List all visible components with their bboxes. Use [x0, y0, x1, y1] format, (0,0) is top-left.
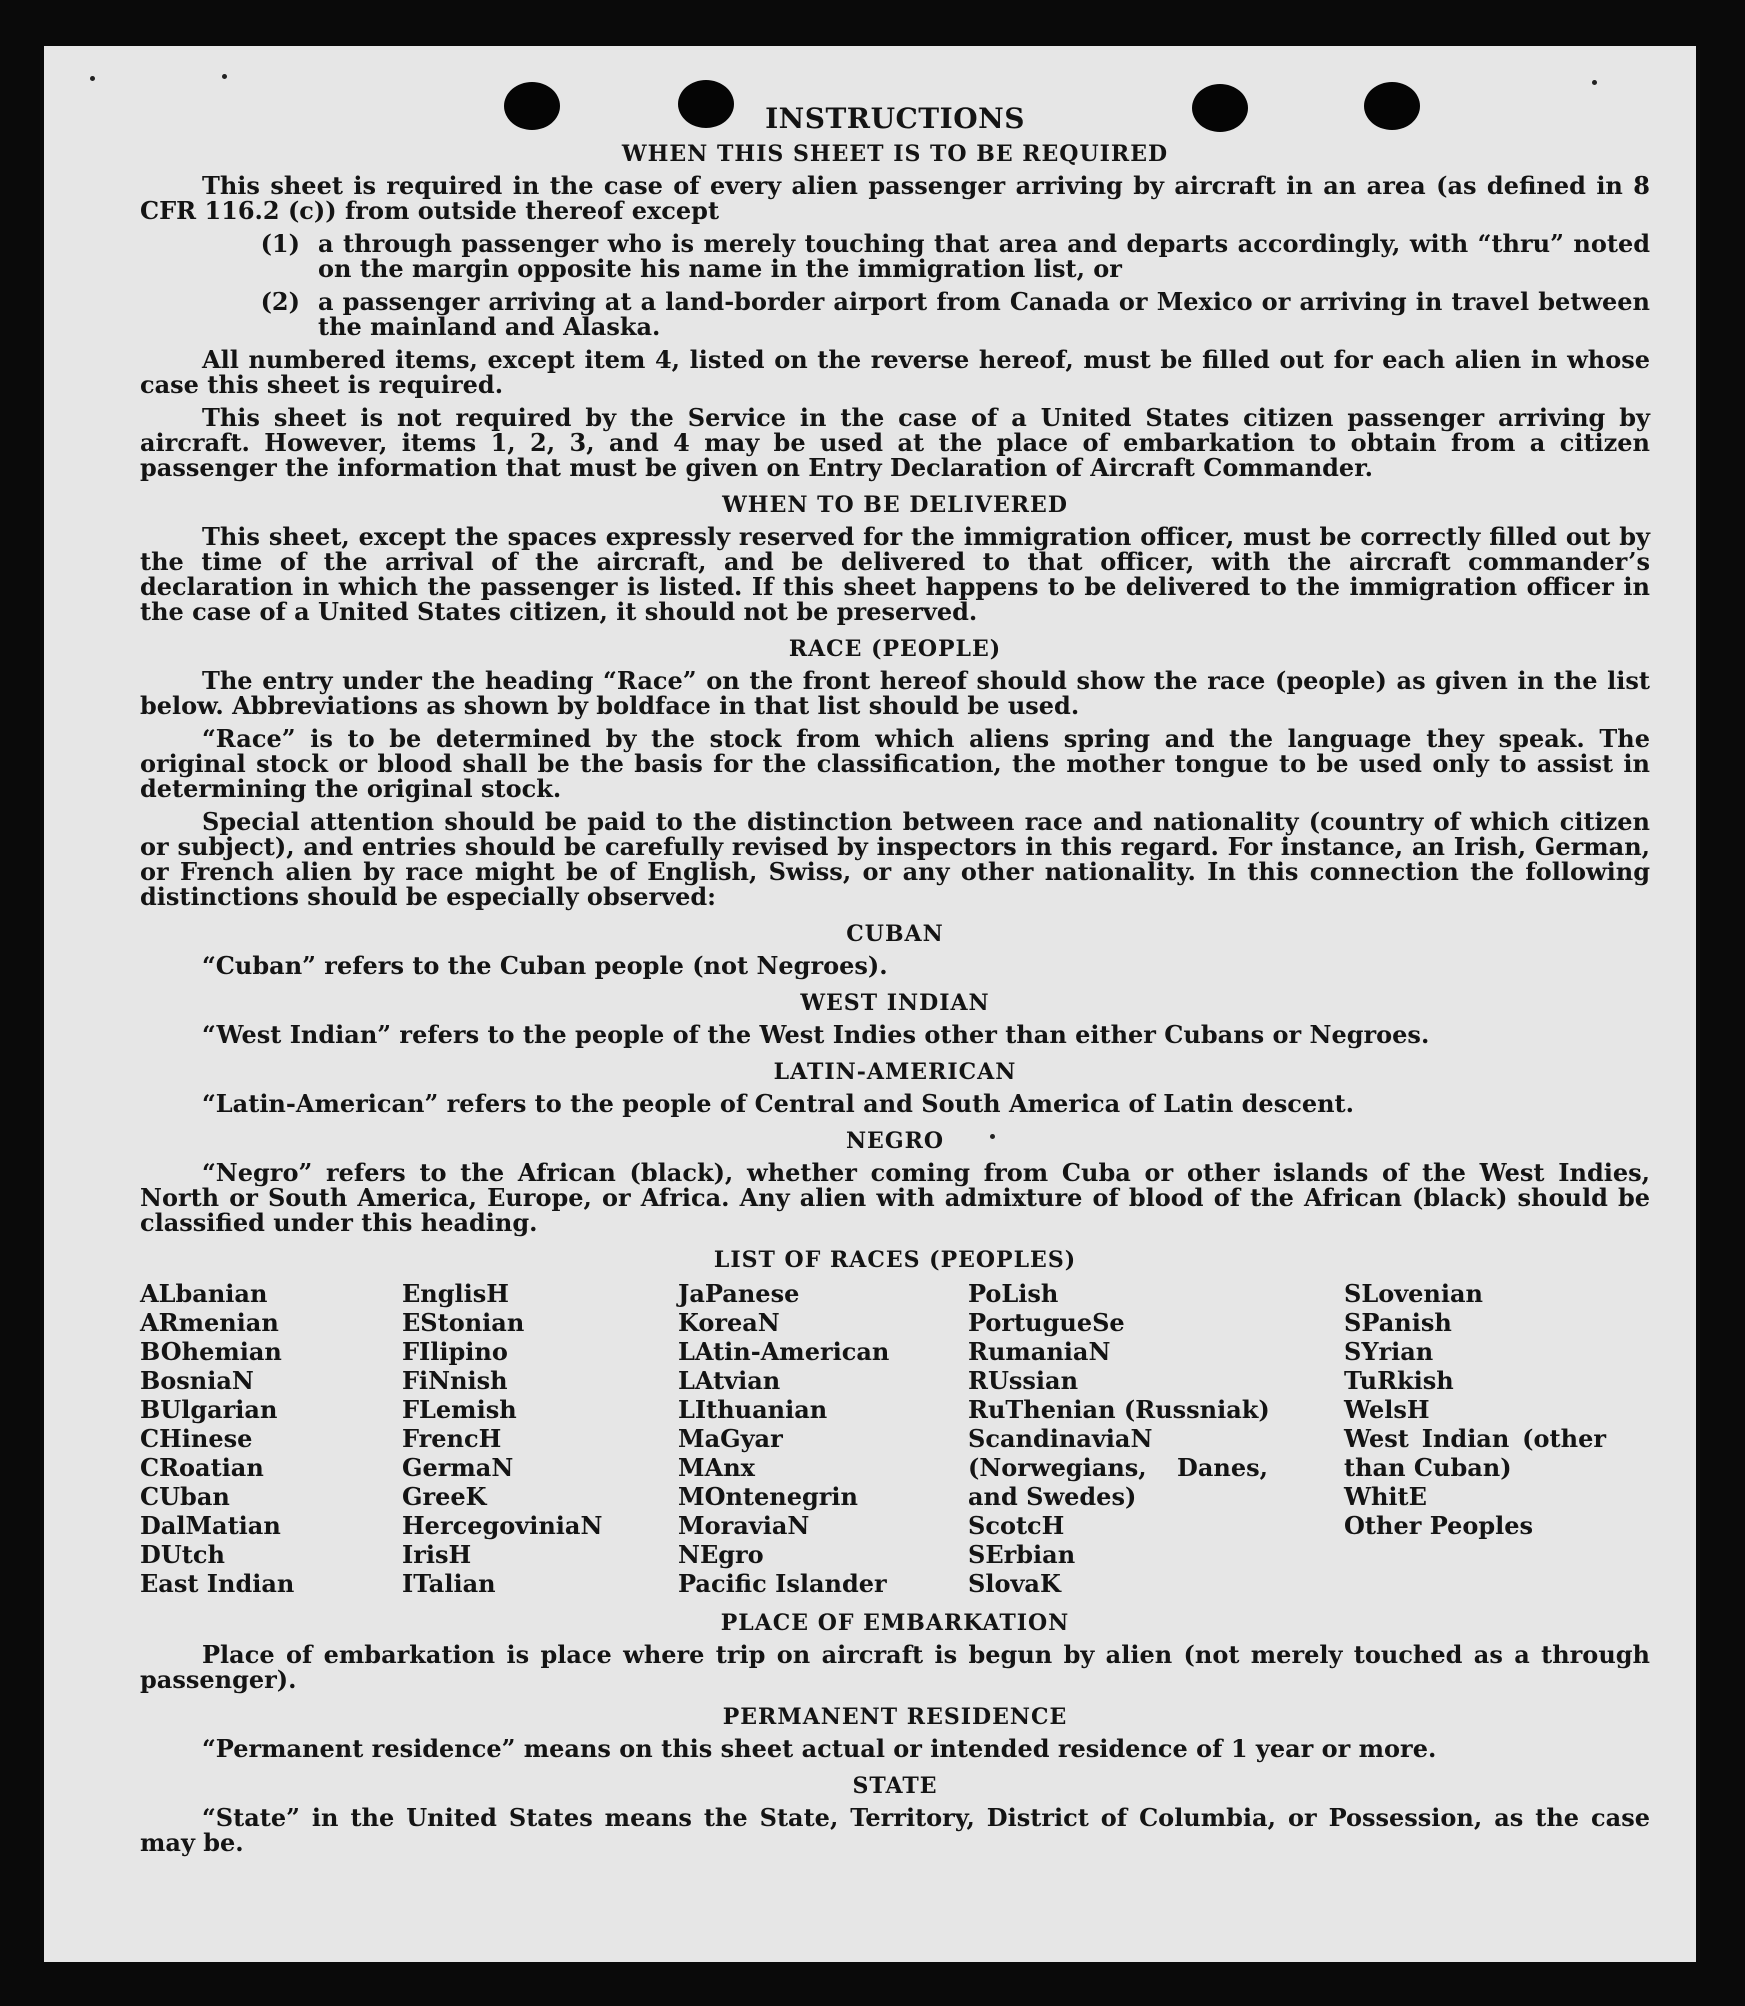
heading-latin-american: LATIN-AMERICAN	[773, 1059, 1017, 1085]
race-item: ALbanian	[140, 1279, 268, 1308]
race-item: ITalian	[402, 1569, 496, 1598]
race-item: SPanish	[1344, 1308, 1452, 1337]
race-item: CRoatian	[140, 1453, 264, 1482]
race-item: KoreaN	[678, 1308, 780, 1337]
residence-text: “Permanent residence” means on this sheet actual or intended residence of 1 year or more.	[202, 1734, 1437, 1763]
race-item: BUlgarian	[140, 1395, 278, 1424]
race-item: DalMatian	[140, 1511, 281, 1540]
races-column	[140, 1279, 402, 1598]
west-indian-text: “West Indian” refers to the people of the West Indies other than either Cubans or Negroes.	[202, 1020, 1430, 1049]
heading-required: WHEN THIS SHEET IS TO BE REQUIRED	[621, 141, 1169, 167]
race-item: PoLish	[968, 1279, 1059, 1308]
race-item: CHinese	[140, 1424, 253, 1453]
race-para-3: Special attention should be paid to the distinction between race and nationality (country of which citizen or subject), and entries should be carefully revised by inspectors in this regard. For instance, an Irish, German, or French alien by race might be of English, Swiss, or any other nationality. In this connection the following distinctions should be especially observed:	[140, 807, 1650, 911]
required-para-3: This sheet is not required by the Service in the case of a United States citizen passenger arriving by aircraft. However, items 1, 2, 3, and 4 may be used at the place of embarkation to obtain from a citizen passenger the information that must be given on Entry Declaration of Aircraft Commander.	[140, 403, 1650, 482]
state-text: “State” in the United States means the State, Territory, District of Columbia, or Possession, as the case may be.	[140, 1803, 1650, 1857]
race-item: RuThenian (Russniak)	[968, 1395, 1270, 1424]
race-item: RumaniaN	[968, 1337, 1111, 1366]
race-item: ScandinaviaN (Norwegians, Danes, and Swedes)	[968, 1424, 1268, 1511]
race-item: TuRkish	[1344, 1366, 1454, 1395]
races-column	[678, 1279, 968, 1598]
exception-item: (1) a through passenger who is merely touching that area and departs accordingly, with “thru” noted on the margin opposite his name in the immigration list, or	[260, 229, 1650, 283]
latin-american-text: “Latin-American” refers to the people of Central and South America of Latin descent.	[202, 1089, 1354, 1118]
speck	[222, 74, 227, 79]
heading-embarkation: PLACE OF EMBARKATION	[720, 1610, 1070, 1636]
negro-text: “Negro” refers to the African (black), whether coming from Cuba or other islands of the West Indies, North or South America, Europe, or Africa. Any alien with admixture of blood of the African (black) should be classified under this heading.	[140, 1158, 1650, 1237]
races-column	[402, 1279, 678, 1598]
heading-negro: NEGRO	[845, 1128, 945, 1154]
race-item: GreeK	[402, 1482, 487, 1511]
document-sheet	[44, 46, 1696, 1962]
race-item: WhitE	[1344, 1482, 1427, 1511]
race-item: IrisH	[402, 1540, 472, 1569]
race-item: MoraviaN	[678, 1511, 810, 1540]
required-para-2: All numbered items, except item 4, listed on the reverse hereof, must be filled out for each alien in whose case this sheet is required.	[140, 345, 1650, 399]
race-item: MaGyar	[678, 1424, 783, 1453]
heading-state: STATE	[852, 1773, 938, 1799]
delivered-text: This sheet, except the spaces expressly reserved for the immigration officer, must be correctly filled out by the time of the arrival of the aircraft, and be delivered to that officer, with the aircraft commander’s declaration in which the passenger is listed. If this sheet happens to be delivered to the immigration officer in the case of a United States citizen, it should not be preserved.	[140, 522, 1650, 626]
required-intro: This sheet is required in the case of every alien passenger arriving by aircraft in an area (as defined in 8 CFR 116.2 (c)) from outside thereof except	[140, 171, 1650, 225]
race-item: DUtch	[140, 1540, 225, 1569]
race-item: FiNnish	[402, 1366, 508, 1395]
race-item: SlovaK	[968, 1569, 1061, 1598]
race-item: West Indian (other than Cuban)	[1344, 1424, 1606, 1482]
heading-race: RACE (PEOPLE)	[788, 636, 1002, 662]
heading-residence: PERMANENT RESIDENCE	[722, 1704, 1068, 1730]
race-item: LAtvian	[678, 1366, 781, 1395]
race-item: GermaN	[402, 1453, 514, 1482]
race-item: BOhemian	[140, 1337, 282, 1366]
race-item: SYrian	[1344, 1337, 1434, 1366]
race-item: PortugueSe	[968, 1308, 1125, 1337]
speck	[90, 76, 95, 81]
race-item: FLemish	[402, 1395, 517, 1424]
race-item: EnglisH	[402, 1279, 509, 1308]
exception-list	[140, 231, 1650, 339]
race-item: HercegoviniaN	[402, 1511, 603, 1540]
race-item: RUssian	[968, 1366, 1079, 1395]
race-item: MOntenegrin	[678, 1482, 858, 1511]
heading-list-of-races: LIST OF RACES (PEOPLES)	[713, 1247, 1077, 1273]
race-item: WelsH	[1344, 1395, 1430, 1424]
cuban-text: “Cuban” refers to the Cuban people (not Negroes).	[202, 951, 888, 980]
race-item: NEgro	[678, 1540, 764, 1569]
instructions-body	[140, 102, 1650, 1863]
race-item: BosniaN	[140, 1366, 254, 1395]
race-item: MAnx	[678, 1453, 755, 1482]
race-para-2: “Race” is to be determined by the stock from which aliens spring and the language they speak. The original stock or blood shall be the basis for the classification, the mother tongue to be used only to assist in determining the original stock.	[140, 724, 1650, 803]
exception-item: (2) a passenger arriving at a land-border airport from Canada or Mexico or arriving in travel between the mainland and Alaska.	[260, 287, 1650, 341]
race-item: FIlipino	[402, 1337, 508, 1366]
race-item: JaPanese	[678, 1279, 800, 1308]
race-item: EStonian	[402, 1308, 525, 1337]
races-column	[968, 1279, 1344, 1598]
race-para-1: The entry under the heading “Race” on the front hereof should show the race (people) as given in the list below. Abbreviations as shown by boldface in that list should be used.	[140, 666, 1650, 720]
heading-delivered: WHEN TO BE DELIVERED	[722, 492, 1068, 518]
race-item: SLovenian	[1344, 1279, 1483, 1308]
speck	[1592, 80, 1597, 85]
race-item: East Indian	[140, 1569, 295, 1598]
race-item: LIthuanian	[678, 1395, 828, 1424]
race-item: FrencH	[402, 1424, 502, 1453]
races-column	[1344, 1279, 1634, 1598]
race-item: ARmenian	[140, 1308, 279, 1337]
heading-cuban: CUBAN	[846, 921, 944, 947]
page-title: INSTRUCTIONS	[765, 102, 1025, 135]
race-item: ScotcH	[968, 1511, 1065, 1540]
heading-west-indian: WEST INDIAN	[800, 990, 990, 1016]
race-item: CUban	[140, 1482, 230, 1511]
race-item: Pacific Islander	[678, 1569, 887, 1598]
embarkation-text: Place of embarkation is place where trip on aircraft is begun by alien (not merely touched as a through passenger).	[140, 1640, 1650, 1694]
races-table	[140, 1279, 1650, 1598]
race-item: SErbian	[968, 1540, 1076, 1569]
race-item: Other Peoples	[1344, 1511, 1534, 1540]
race-item: LAtin-American	[678, 1337, 890, 1366]
